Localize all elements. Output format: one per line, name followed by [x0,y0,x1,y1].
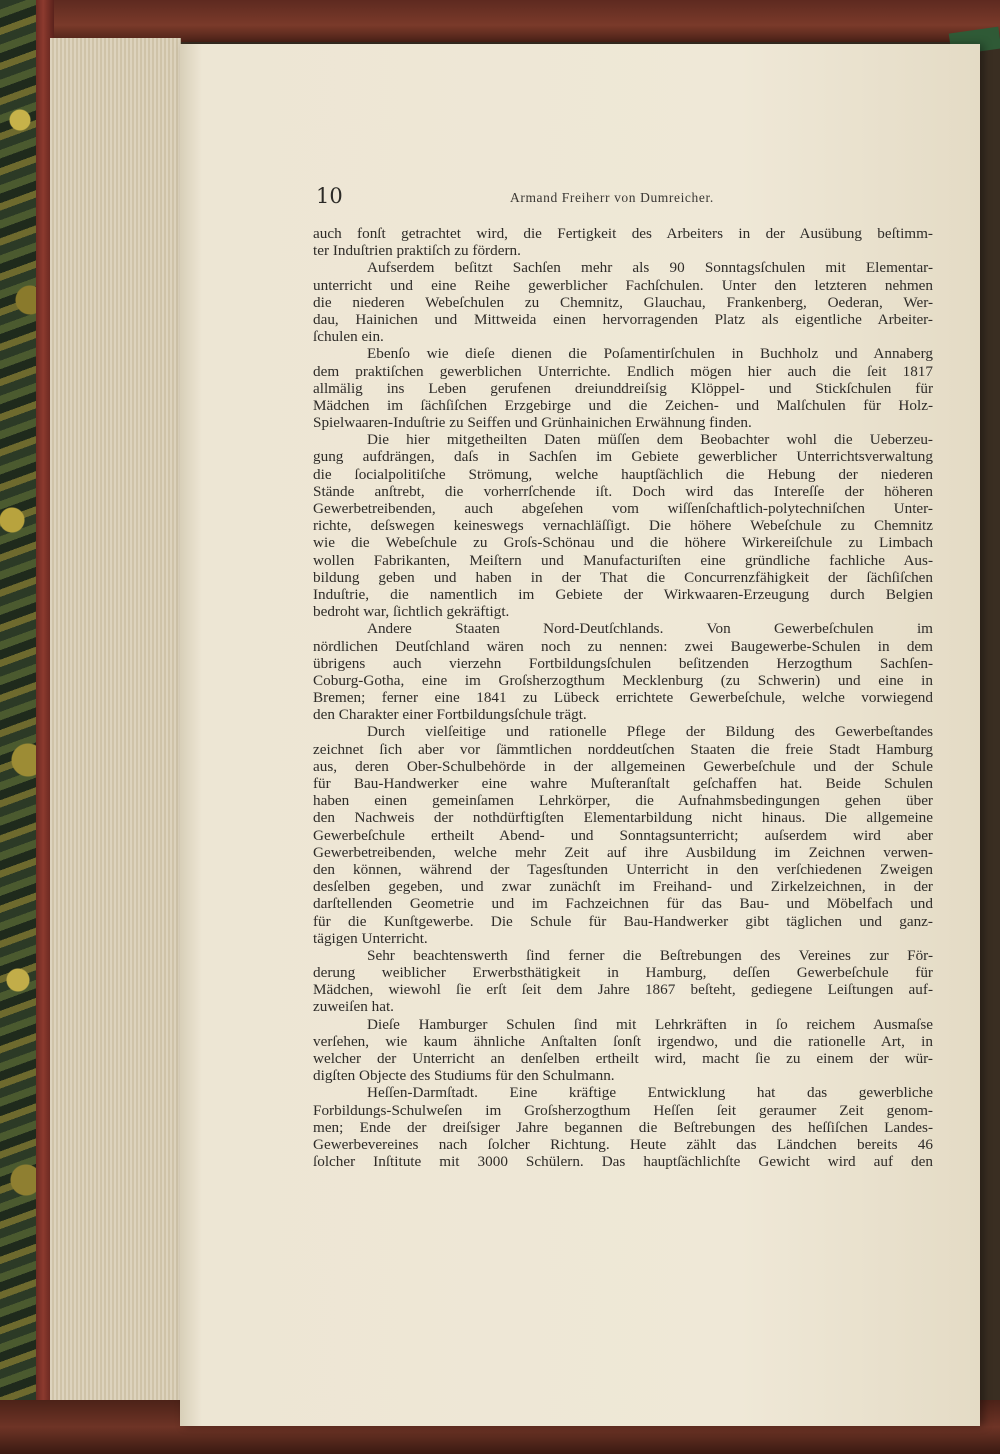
text-line: Gewerbetreibenden, welche mehr Zeit auf ihre Ausbildung im Zeichnen verwen- [313,843,933,861]
text-line: bildung geben und haben in der That die Concurrenzfähigkeit der ſächſiſchen [313,568,933,586]
text-line: Bremen; ferner eine 1841 zu Lübeck errichtete Gewerbeſchule, welche vorwiegend [313,689,933,707]
text-line: Dieſe Hamburger Schulen ſind mit Lehrkräften in ſo reichem Ausmaſse [367,1015,933,1033]
text-line: bedroht war, ſichtlich gekräftigt. [313,603,510,621]
text-line: men; Ende der dreiſsiger Jahre begannen die Beſtrebungen des heſſiſchen Landes- [313,1118,933,1136]
text-line: die niederen Webeſchulen zu Chemnitz, Glauchau, Frankenberg, Oederan, Wer- [313,293,933,311]
text-line: dem praktiſchen gewerblichen Unterrichte. Endlich mögen hier auch die ſeit 1817 [313,362,933,380]
text-line: wie die Webeſchule zu Groſs-Schönau und die höhere Wirkereiſchule zu Limbach [313,534,933,552]
text-line: den können, während der Tagesſtunden Unterricht in den verſchiedenen Zweigen [313,860,933,878]
text-line: ſolcher Inſtitute mit 3000 Schülern. Das hauptſächlichſte Gewicht wird auf den [313,1153,933,1171]
text-line: derung weiblicher Erwerbsthätigkeit in Hamburg, deſſen Gewerbeſchule für [313,964,933,982]
text-line: den Nachweis der nothdürftigſten Elementarbildung nicht hinaus. Die allgemeine [313,809,933,827]
text-line: desſelben gegeben, und zwar zunächſt im Freihand- und Zirkelzeichnen, in der [313,878,933,896]
section-heading-line: Heſſen-Darmſtadt. Eine kräftige Entwicklung hat das gewerbliche [367,1084,933,1102]
text-line: Gewerbevereines nach ſolcher Richtung. Heute zählt das Ländchen bereits 46 [313,1135,933,1153]
text-line: Sehr beachtenswerth ſind ferner die Beſtrebungen des Vereines zur För- [367,946,933,964]
page-edges [50,38,181,1430]
text-line: richte, deſswegen keineswegs vernachläſſigt. Die höhere Webeſchule zu Chemnitz [313,517,933,535]
text-line: Gewerbetreibenden, auch abgeſehen vom wiſſenſchaftlich-polytechniſchen Unter- [313,500,933,517]
section-heading-line: Andere Staaten Nord-Deutſchlands. Von Gewerbeſchulen im [367,620,933,638]
text-line: dau, Hainichen und Mittweida einen hervorragenden Platz als eigentliche Arbeiter- [313,310,933,328]
body-text [313,225,933,1170]
text-line: Gewerbeſchule ertheilt Abend- und Sonntagsunterricht; auſserdem wird aber [313,826,933,844]
text-line: tägigen Unterricht. [313,929,428,947]
text-line: die ſocialpolitiſche Strömung, welche hauptſächlich die Hebung der niederen [313,465,933,483]
text-line: ter Induſtrien praktiſch zu fördern. [313,242,521,260]
text-line: Coburg-Gotha, eine im Groſsherzogthum Mecklenburg (zu Schwerin) und eine in [313,671,933,689]
text-line: gung aufdrängen, daſs in Sachſen im Gebiete gewerblicher Unterrichtsverwaltung [313,448,933,466]
text-line: aus, deren Ober-Schulbehörde in der allgemeinen Gewerbeſchule und der Schule [313,757,933,775]
text-line: für Bau-Handwerker eine wahre Muſteranſtalt geſchaffen hat. Beide Schulen [313,775,933,792]
text-line: Forbildungs-Schulweſen im Groſsherzogthum Heſſen ſeit geraumer Zeit genom- [313,1101,933,1119]
text-line: allmälig ins Leben gerufenen dreiunddreiſsig Klöppel- und Stickſchulen für [313,379,933,397]
text-line: Spielwaaren-Induſtrie zu Seiffen und Grünhainichen Erwähnung finden. [313,414,752,432]
text-line: welcher der Unterricht an denſelben ertheilt wird, macht ſie zu einem der wür- [313,1050,933,1067]
text-line: zeichnet ſich aber vor ſämmtlichen norddeutſchen Staaten die freie Stadt Hamburg [313,740,933,758]
text-line: verſehen, wie kaum ähnliche Anſtalten ſonſt irgendwo, und die rationelle Art, in [313,1032,933,1050]
text-line: wollen Fabrikanten, Meiſtern und Manufacturiſten eine gründliche fachliche Aus- [313,551,933,569]
text-line: digſten Objecte des Studiums für den Schulmann. [313,1067,615,1085]
text-line: Aufserdem beſitzt Sachſen mehr als 90 Sonntagsſchulen mit Elementar- [367,259,933,277]
text-line: Durch vielſeitige und rationelle Pflege der Bildung des Gewerbeſtandes [367,723,933,741]
text-line: unterricht und eine Reihe gewerblicher Fachſchulen. Unter den letzteren nehmen [313,276,933,294]
text-line: den Charakter einer Fortbildungsſchule trägt. [313,706,587,724]
text-line: Stände anſtrebt, die vorherrſchende iſt. Doch wird das Intereſſe der höheren [313,482,933,500]
text-line: darſtellenden Geometrie und im Fachzeichnen für das Bau- und Möbelfach und [313,895,933,913]
text-line: übrigens auch vierzehn Fortbildungsſchulen beſitzenden Herzogthum Sachſen- [313,654,933,672]
running-head: Armand Freiherr von Dumreicher. [510,190,714,205]
text-line: Die hier mitgetheilten Daten müſſen dem Beobachter wohl die Ueberzeu- [367,431,933,449]
text-line: Mädchen, wiewohl ſie erſt ſeit dem Jahre 1867 beſteht, gediegene Leiſtungen auf- [313,981,933,999]
text-line: zuweiſen hat. [313,998,394,1016]
text-line: haben einen gemeinſamen Lehrkörper, die Aufnahmsbedingungen gehen über [313,792,933,810]
text-line: Mädchen im ſächſiſchen Erzgebirge und die Zeichen- und Malſchulen für Holz- [313,396,933,414]
text-line: für die Kunſtgewerbe. Die Schule für Bau-Handwerker gibt täglichen und ganz- [313,912,933,930]
text-line: Induſtrie, die namentlich im Gebiete der Wirkwaaren-Erzeugung durch Belgien [313,585,933,603]
text-line: Ebenſo wie dieſe dienen die Poſamentirſchulen in Buchholz und Annaberg [367,345,933,363]
page-header [316,184,932,214]
book-cover-top [0,0,1000,42]
text-line: auch fonſt getrachtet wird, die Fertigkeit des Arbeiters in der Ausübung beſtimm- [313,225,933,242]
text-line: ſchulen ein. [313,328,384,346]
text-line: nördlichen Deutſchland wären noch zu nennen: zwei Baugewerbe-Schulen in dem [313,637,933,655]
page-number: 10 [316,184,343,208]
